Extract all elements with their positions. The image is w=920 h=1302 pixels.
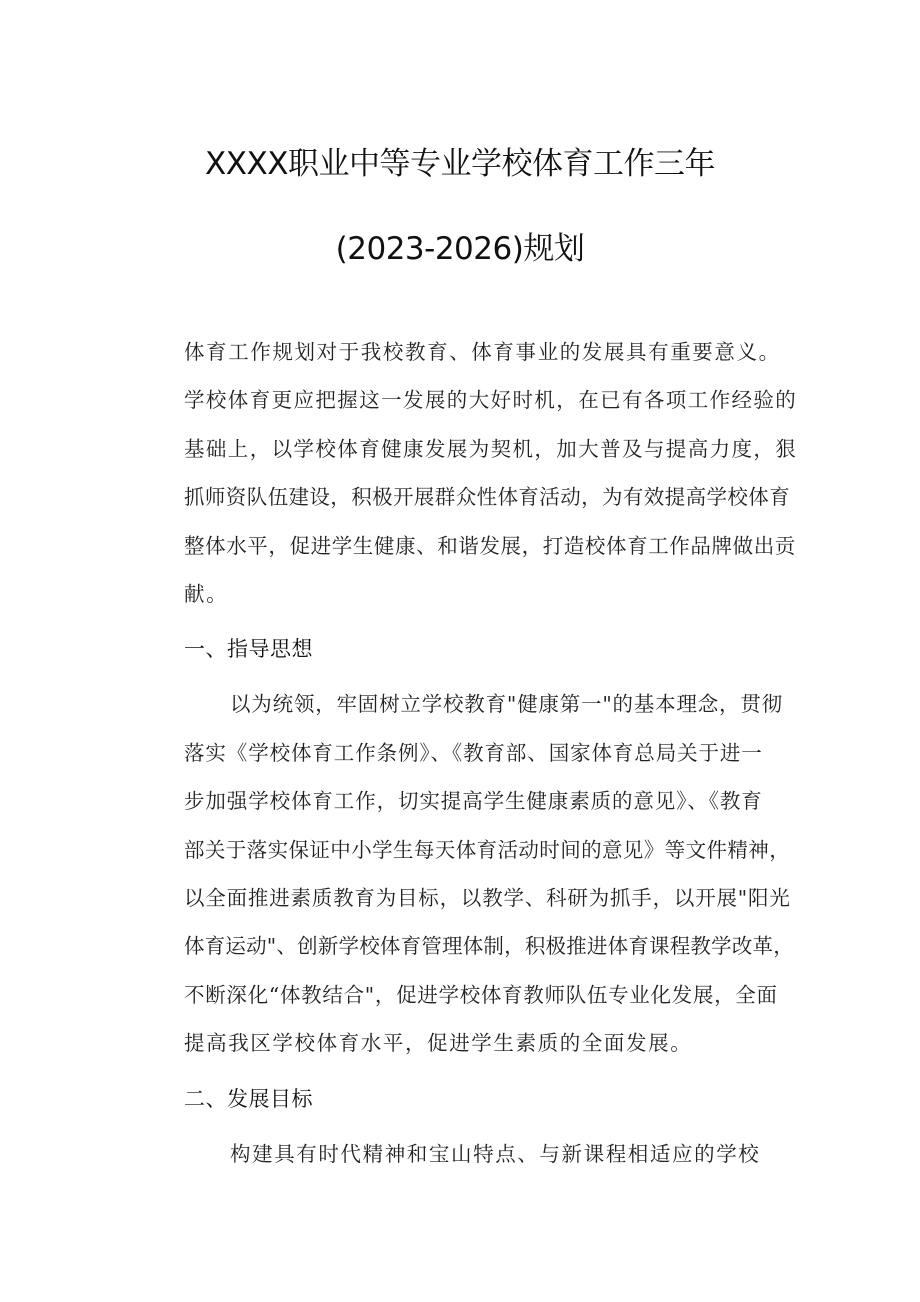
intro-line: 基础上，以学校体育健康发展为契机，加大普及与提高力度，狠 xyxy=(184,436,798,461)
section1-line: 落实《学校体育工作条例》、《教育部、国家体育总局关于进一 xyxy=(184,740,763,765)
intro-line: 抓师资队伍建设，积极开展群众性体育活动，为有效提高学校体育 xyxy=(184,485,791,510)
section1-line: 以为统领，牢固树立学校教育"健康第一"的基本理念，贯彻 xyxy=(230,692,783,717)
section-heading-guiding-ideology: 一、指导思想 xyxy=(184,637,313,662)
intro-line: 献。 xyxy=(184,582,229,607)
section1-line: 步加强学校体育工作，切实提高学生健康素质的意见》、《教育 xyxy=(184,789,763,814)
section2-paragraph xyxy=(138,1130,798,1178)
section1-line: 部关于落实保证中小学生每天体育活动时间的意见》等文件精神， xyxy=(184,837,791,862)
section2-line: 构建具有时代精神和宝山特点、与新课程相适应的学校 xyxy=(230,1141,761,1166)
document-body xyxy=(138,328,798,1178)
section1-line: 以全面推进素质教育为目标，以教学、科研为抓手，以开展"阳光 xyxy=(184,886,791,911)
document-title-line1: XXXX职业中等专业学校体育工作三年 xyxy=(205,146,715,182)
section1-line: 体育运动"、创新学校体育管理体制，积极推进体育课程教学改革， xyxy=(184,934,794,959)
intro-paragraph xyxy=(138,328,798,618)
intro-line: 整体水平，促进学生健康、和谐发展，打造校体育工作品牌做出贡 xyxy=(184,533,796,558)
section1-line: 不断深化“体教结合"，促进学校体育教师队伍专业化发展，全面 xyxy=(184,982,778,1007)
document-title-line2: (2023-2026)规划 xyxy=(335,231,585,267)
section-heading-development-goals: 二、发展目标 xyxy=(184,1086,313,1111)
intro-line: 学校体育更应把握这一发展的大好时机，在已有各项工作经验的 xyxy=(184,388,798,413)
section1-paragraph xyxy=(138,680,798,1067)
section1-line: 提高我区学校体育水平，促进学生素质的全面发展。 xyxy=(184,1031,693,1056)
intro-line: 体育工作规划对于我校教育、体育事业的发展具有重要意义。 xyxy=(184,340,781,364)
